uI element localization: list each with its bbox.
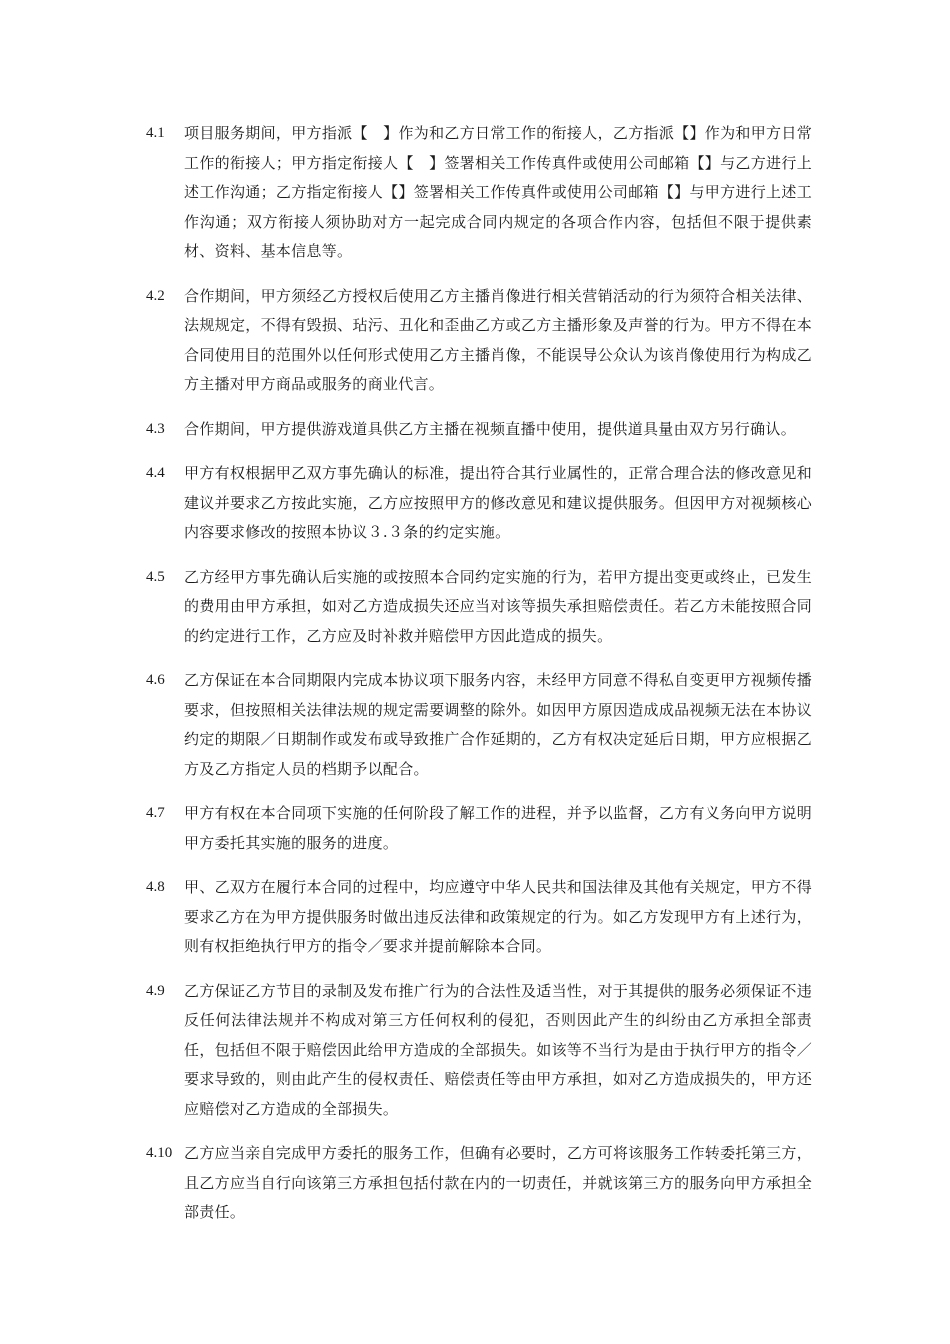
clause-number: 4.3 [146, 420, 165, 437]
clause-4-2 [146, 282, 812, 400]
clause-text: 甲方有权根据甲乙双方事先确认的标准，提出符合其行业属性的，正常合理合法的修改意见和建议并要求乙方按此实施，乙方应按照甲方的修改意见和建议提供服务。但因甲方对视频核心内容要求修改的按照本协议３.３条的约定实施。 [184, 464, 812, 541]
clause-4-5 [146, 563, 812, 652]
clause-number: 4.2 [146, 287, 165, 304]
clause-text: 乙方经甲方事先确认后实施的或按照本合同约定实施的行为，若甲方提出变更或终止，已发生的费用由甲方承担，如对乙方造成损失还应当对该等损失承担赔偿责任。若乙方未能按照合同的约定进行工作，乙方应及时补救并赔偿甲方因此造成的损失。 [184, 567, 812, 645]
clause-number: 4.8 [146, 879, 165, 895]
clause-list [146, 119, 812, 1243]
clause-number: 4.1 [146, 125, 165, 141]
clause-text: 甲、乙双方在履行本合同的过程中，均应遵守中华人民共和国法律及其他有关规定，甲方不得要求乙方在为甲方提供服务时做出违反法律和政策规定的行为。如乙方发现甲方有上述行为，则有权拒绝执行甲方的指令／要求并提前解除本合同。 [184, 878, 812, 955]
clause-4-8 [146, 873, 812, 962]
clause-text: 乙方保证在本合同期限内完成本协议项下服务内容，未经甲方同意不得私自变更甲方视频传播要求，但按照相关法律法规的规定需要调整的除外。如因甲方原因造成成品视频无法在本协议约定的期限／日期制作或发布或导致推广合作延期的，乙方有权决定延后日期，甲方应根据乙方及乙方指定人员的档期予以配合。 [184, 671, 812, 778]
clause-number: 4.9 [146, 982, 165, 999]
clause-text: 合作期间，甲方须经乙方授权后使用乙方主播肖像进行相关营销活动的行为须符合相关法律、法规规定，不得有毁损、玷污、丑化和歪曲乙方或乙方主播形象及声誉的行为。甲方不得在本合同使用目的范围外以任何形式使用乙方主播肖像，不能误导公众认为该肖像使用行为构成乙方主播对甲方商品或服务的商业代言。 [184, 286, 812, 393]
clause-text: 乙方应当亲自完成甲方委托的服务工作，但确有必要时，乙方可将该服务工作转委托第三方，且乙方应当自行向该第三方承担包括付款在内的一切责任，并就该第三方的服务向甲方承担全部责任。 [184, 1144, 812, 1221]
clause-number: 4.10 [146, 1145, 173, 1161]
clause-4-4 [146, 459, 812, 548]
clause-text: 乙方保证乙方节目的录制及发布推广行为的合法性及适当性，对于其提供的服务必须保证不违反任何法律法规并不构成对第三方任何权利的侵犯，否则因此产生的纠纷由乙方承担全部责任，包括但不限于赔偿因此给甲方造成的全部损失。如该等不当行为是由于执行甲方的指令／要求导致的，则由此产生的侵权责任、赔偿责任等由甲方承担，如对乙方造成损失的，甲方还应赔偿对乙方造成的全部损失。 [184, 981, 812, 1118]
clause-4-6 [146, 666, 812, 784]
clause-text: 合作期间，甲方提供游戏道具供乙方主播在视频直播中使用，提供道具量由双方另行确认。 [184, 419, 797, 438]
clause-4-7 [146, 799, 812, 858]
clause-text: 甲方有权在本合同项下实施的任何阶段了解工作的进程，并予以监督，乙方有义务向甲方说明甲方委托其实施的服务的进度。 [184, 804, 812, 852]
clause-4-3 [146, 415, 812, 445]
clause-4-10 [146, 1139, 812, 1228]
clause-4-9 [146, 977, 812, 1125]
clause-number: 4.6 [146, 672, 165, 688]
clause-4-1 [146, 119, 812, 267]
clause-number: 4.4 [146, 465, 165, 481]
clause-text: 项目服务期间，甲方指派【 】作为和乙方日常工作的衔接人，乙方指派【】作为和甲方日常工作的衔接人；甲方指定衔接人【 】签署相关工作传真件或使用公司邮箱【】与乙方进行上述工作沟通；乙方指定衔接人【】签署相关工作传真件或使用公司邮箱【】与甲方进行上述工作沟通；双方衔接人须协助对方一起完成合同内规定的各项合作内容，包括但不限于提供素材、资料、基本信息等。 [184, 124, 812, 260]
clause-number: 4.5 [146, 568, 165, 585]
clause-number: 4.7 [146, 805, 165, 821]
